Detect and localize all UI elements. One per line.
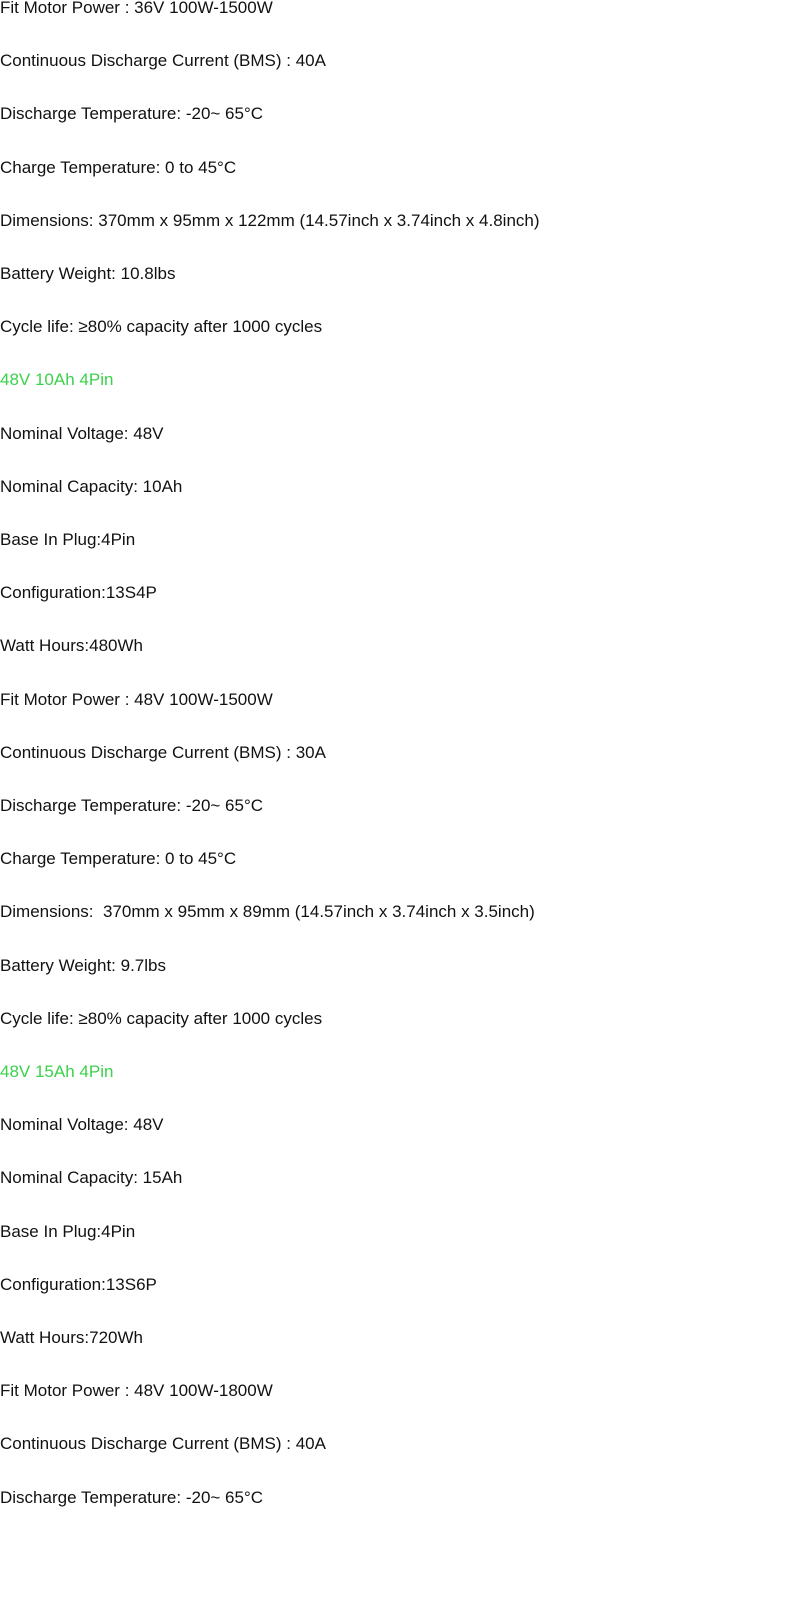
- spec-line: Charge Temperature: 0 to 45°C: [0, 849, 237, 868]
- spec-line: Watt Hours:720Wh: [0, 1328, 143, 1347]
- spec-line: Nominal Voltage: 48V: [0, 1115, 164, 1134]
- spec-line: Configuration:13S4P: [0, 583, 157, 602]
- spec-line: Discharge Temperature: -20~ 65°C: [0, 104, 264, 123]
- spec-line: Battery Weight: 10.8lbs: [0, 264, 176, 283]
- spec-line: Base In Plug:4Pin: [0, 530, 136, 549]
- spec-line: Fit Motor Power : 48V 100W-1500W: [0, 690, 273, 709]
- spec-line: Watt Hours:480Wh: [0, 636, 143, 655]
- spec-line: Dimensions: 370mm x 95mm x 122mm (14.57inch x 3.74inch x 4.8inch): [0, 211, 540, 230]
- spec-line: Configuration:13S6P: [0, 1275, 157, 1294]
- spec-line: Charge Temperature: 0 to 45°C: [0, 158, 237, 177]
- spec-line: Cycle life: ≥80% capacity after 1000 cycles: [0, 317, 323, 336]
- spec-line: Continuous Discharge Current (BMS) : 30A: [0, 743, 326, 762]
- section-heading: 48V 10Ah 4Pin: [0, 370, 114, 389]
- spec-line: Discharge Temperature: -20~ 65°C: [0, 796, 264, 815]
- spec-line: Fit Motor Power : 36V 100W-1500W: [0, 0, 273, 17]
- spec-line: Discharge Temperature: -20~ 65°C: [0, 1488, 264, 1507]
- spec-line: Nominal Capacity: 15Ah: [0, 1168, 183, 1187]
- spec-line: Continuous Discharge Current (BMS) : 40A: [0, 1434, 326, 1453]
- spec-line: Nominal Voltage: 48V: [0, 424, 164, 443]
- spec-line: Dimensions: 370mm x 95mm x 89mm (14.57inch x 3.74inch x 3.5inch): [0, 902, 535, 921]
- spec-line: Cycle life: ≥80% capacity after 1000 cycles: [0, 1009, 323, 1028]
- spec-line: Battery Weight: 9.7lbs: [0, 956, 166, 975]
- spec-line: Fit Motor Power : 48V 100W-1800W: [0, 1381, 273, 1400]
- spec-line: Continuous Discharge Current (BMS) : 40A: [0, 51, 326, 70]
- spec-line: Base In Plug:4Pin: [0, 1222, 136, 1241]
- spec-line: Nominal Capacity: 10Ah: [0, 477, 183, 496]
- section-heading: 48V 15Ah 4Pin: [0, 1062, 114, 1081]
